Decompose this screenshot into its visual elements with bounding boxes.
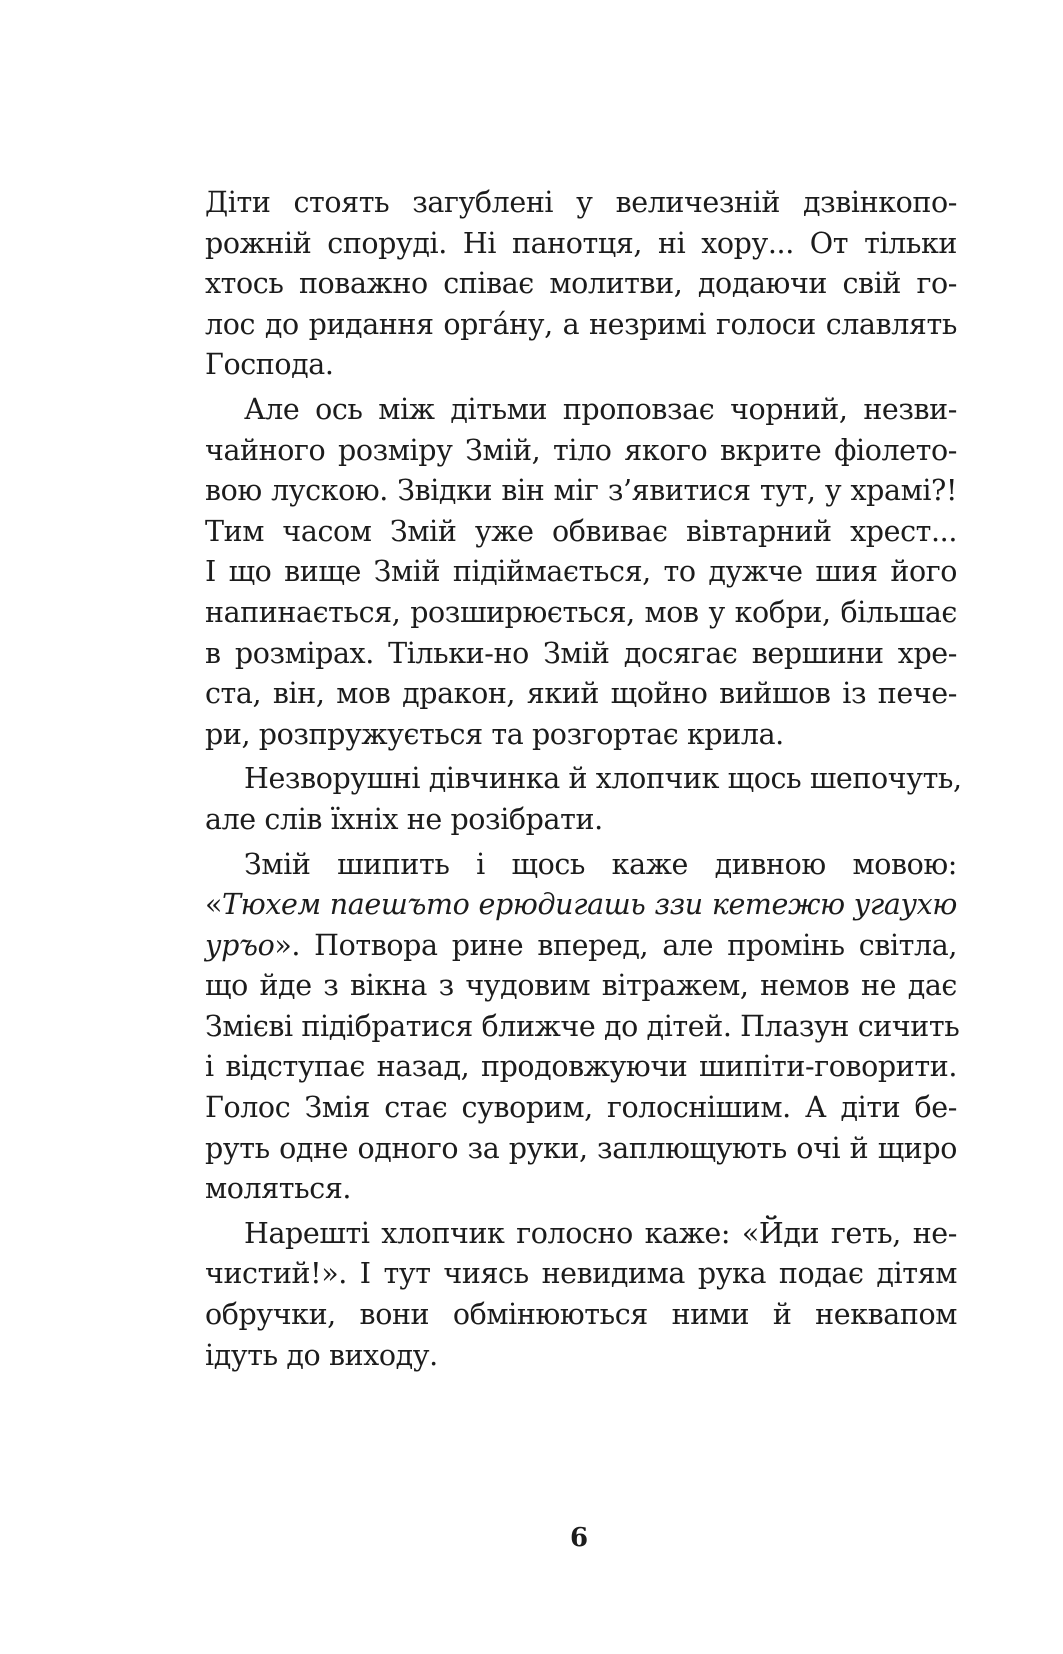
page-body xyxy=(205,183,962,1376)
text-run: ». Потвора рине вперед, але промінь світла, xyxy=(274,928,957,962)
text-line: ри, розпружується та розгортає крила. xyxy=(205,717,784,751)
text-line: моляться. xyxy=(205,1172,352,1206)
text-line: чайного розміру Змій, тіло якого вкрите фіолето- xyxy=(205,433,957,467)
text-line: чистий!». І тут чиясь невидима рука подає дітям xyxy=(205,1257,957,1291)
paragraph-2 xyxy=(205,390,957,755)
text-line xyxy=(205,885,957,926)
text-line: обручки, вони обмінюються ними й неквапом xyxy=(205,1298,957,1332)
text-line: вою лускою. Звідки він міг з’явитися тут, у храмі?! xyxy=(205,474,957,508)
text-line: Тим часом Змій уже обвиває вівтарний хрест... xyxy=(205,514,957,548)
text-line: Змій шипить і щось каже дивною мовою: xyxy=(244,847,957,881)
text-line: Але ось між дітьми проповзає чорний, незви- xyxy=(244,392,957,426)
paragraph-3 xyxy=(205,759,962,840)
serpent-speech-end: уръо xyxy=(205,928,275,962)
quote-open: « xyxy=(205,888,223,922)
text-line: Діти стоять загублені у величезній дзвінкопо- xyxy=(205,186,957,219)
text-line: і відступає назад, продовжуючи шипіти-говорити. xyxy=(205,1050,957,1084)
text-line: Голос Змія стає суворим, голоснішим. А діти бе- xyxy=(205,1091,957,1125)
text-line: хтось поважно співає молитви, додаючи свій го- xyxy=(205,267,957,301)
text-line: лос до ридання оргáну, а незримі голоси славлять xyxy=(205,307,957,341)
text-line: ста, він, мов дракон, який щойно вийшов із пече- xyxy=(205,677,957,711)
text-line: в розмірах. Тільки-но Змій досягає вершини хре- xyxy=(205,636,957,670)
paragraph-5 xyxy=(205,1214,957,1376)
text-line: рожній споруді. Ні панотця, ні хору... От тільки xyxy=(205,226,957,260)
text-line: ідуть до виходу. xyxy=(205,1338,438,1372)
text-line: напинається, розширюється, мов у кобри, більшає xyxy=(205,595,957,629)
text-line: але слів їхніх не розібрати. xyxy=(205,802,603,836)
text-line: Господа. xyxy=(205,348,334,382)
page-number: 6 xyxy=(569,1523,589,1553)
text-line: І що вище Змій підіймається, то дужче шия його xyxy=(205,555,957,589)
text-line: Незворушні дівчинка й хлопчик щось шепочуть, xyxy=(244,762,962,796)
text-line: Змієві підібратися ближче до дітей. Плазун сичить xyxy=(205,1009,960,1043)
paragraph-1 xyxy=(205,183,957,386)
text-line xyxy=(205,926,957,967)
text-line: руть одне одного за руки, заплющують очі й щиро xyxy=(205,1131,957,1165)
text-line: що йде з вікна з чудовим вітражем, немов не дає xyxy=(205,969,957,1003)
text-line: Нарешті хлопчик голосно каже: «Йди геть, не- xyxy=(244,1216,957,1250)
serpent-speech: Тюхем паешъто ерюдигашь ззи кетежю угаухю xyxy=(222,888,957,922)
paragraph-4 xyxy=(205,845,960,1210)
